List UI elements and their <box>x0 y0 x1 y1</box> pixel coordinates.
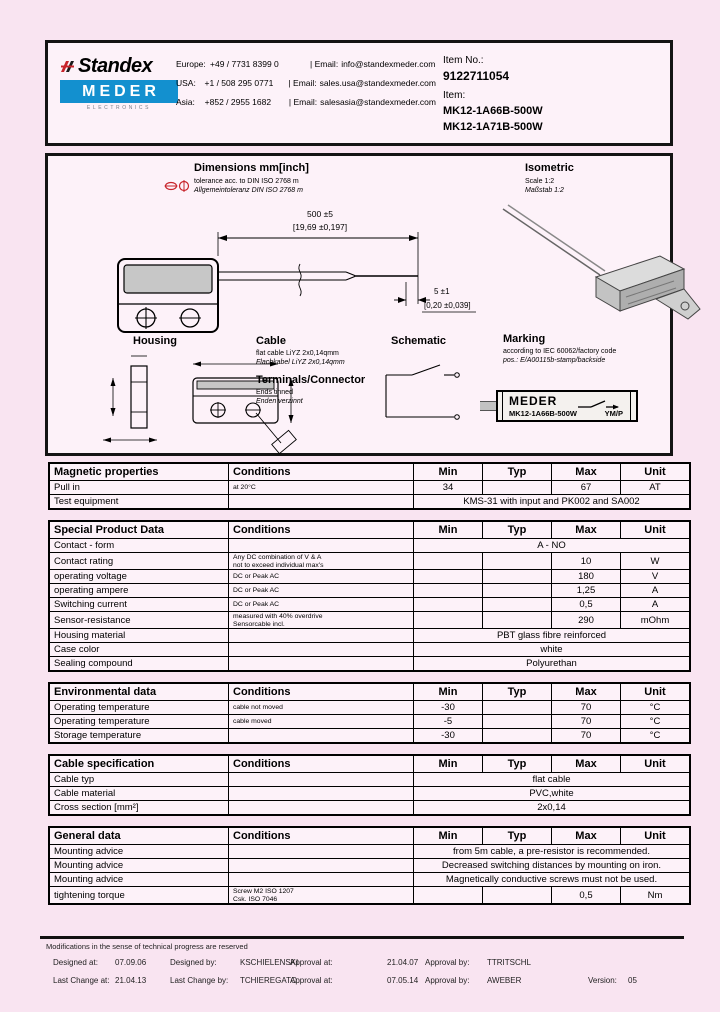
item-block <box>443 55 543 133</box>
footer-field <box>170 958 299 967</box>
row-min <box>414 584 483 598</box>
table-title: Cable specification <box>49 755 229 773</box>
spec-table <box>48 462 691 510</box>
spec-row <box>49 553 690 570</box>
row-property: Cable typ <box>49 773 229 787</box>
condition-line: DC or Peak AC <box>233 601 280 609</box>
footer-row-designed <box>53 958 684 969</box>
footer-field-value: 05 <box>628 976 637 985</box>
isometric-drawing <box>488 201 703 331</box>
contact-row <box>176 78 436 88</box>
column-header-max: Max <box>552 683 621 701</box>
footer-field-value: KSCHIELENSKI <box>240 958 299 967</box>
column-header-conditions: Conditions <box>229 463 414 481</box>
row-property: Mounting advice <box>49 845 229 859</box>
row-max: 70 <box>552 715 621 729</box>
row-value-span: Magnetically conductive screws must not be used. <box>414 873 691 887</box>
row-min: -30 <box>414 729 483 744</box>
column-header-typ: Typ <box>483 463 552 481</box>
row-conditions <box>229 715 414 729</box>
column-header-conditions: Conditions <box>229 521 414 539</box>
column-header-min: Min <box>414 521 483 539</box>
row-property: Cross section [mm²] <box>49 801 229 816</box>
table-title: Environmental data <box>49 683 229 701</box>
row-conditions <box>229 887 414 905</box>
footer-field-label: Version: <box>588 976 617 985</box>
row-property: Contact - form <box>49 539 229 553</box>
meder-wordmark: MEDER <box>60 80 178 103</box>
row-value-span: white <box>414 643 691 657</box>
spec-row <box>49 773 690 787</box>
spec-table <box>48 520 691 672</box>
row-property: Test equipment <box>49 495 229 510</box>
footer-field <box>425 976 588 985</box>
terminals-line-2: Enden verzinnt <box>256 398 303 405</box>
contact-email: salesasia@standexmeder.com <box>320 97 436 107</box>
footer-field-value: AWEBER <box>487 976 522 985</box>
column-header-unit: Unit <box>621 755 691 773</box>
footer-field-label: Designed by: <box>170 958 217 967</box>
spec-row <box>49 845 690 859</box>
table-title: General data <box>49 827 229 845</box>
standex-wordmark: Standex <box>78 55 153 77</box>
schematic-title: Schematic <box>391 335 447 347</box>
condition-line: at 20°C <box>233 484 256 492</box>
column-header-min: Min <box>414 827 483 845</box>
tolerance-note-1: tolerance acc. to DIN ISO 2768 m <box>194 178 299 185</box>
schematic-drawing <box>378 359 473 434</box>
row-property: Mounting advice <box>49 859 229 873</box>
footer-field-label: Approval by: <box>425 958 470 967</box>
marking-line-1: according to IEC 60062/factory code <box>503 348 617 355</box>
row-unit: V <box>621 570 691 584</box>
row-min <box>414 570 483 584</box>
row-conditions <box>229 553 414 570</box>
row-conditions <box>229 629 414 643</box>
contact-email-label: | Email: <box>288 97 318 107</box>
spec-row <box>49 873 690 887</box>
spec-row <box>49 887 690 905</box>
column-header-typ: Typ <box>483 755 552 773</box>
cable-spec-line-2: Flachkabel LiYZ 2x0,14qmm <box>256 359 345 366</box>
row-conditions <box>229 873 414 887</box>
marking-line-2: pos.: E/A00115b-stamp/backside <box>503 357 606 364</box>
dim-length-inch: [19,69 ±0,197] <box>292 222 348 232</box>
column-header-unit: Unit <box>621 521 691 539</box>
condition-line: Sensorcable incl. <box>233 620 285 628</box>
row-max: 70 <box>552 701 621 715</box>
row-property: Contact rating <box>49 553 229 570</box>
column-header-typ: Typ <box>483 827 552 845</box>
footer-field-value: 21.04.07 <box>387 958 419 967</box>
spec-table <box>48 754 691 816</box>
terminals-line-1: Ends tinned <box>256 389 293 396</box>
row-conditions <box>229 495 414 510</box>
row-typ <box>483 598 552 612</box>
marking-title: Marking <box>503 333 546 345</box>
footer-field <box>290 976 425 985</box>
label-endcap-left <box>502 392 503 420</box>
row-value-span: 2x0,14 <box>414 801 691 816</box>
column-header-conditions: Conditions <box>229 683 414 701</box>
dimensions-title: Dimensions mm[inch] <box>194 162 309 174</box>
row-property: operating ampere <box>49 584 229 598</box>
contact-phone: +49 / 7731 8399 0 <box>210 59 279 69</box>
row-typ <box>483 553 552 570</box>
electronics-label: ELECTRONICS <box>86 105 152 111</box>
column-header-unit: Unit <box>621 683 691 701</box>
item-name-1: MK12-1A66B-500W <box>443 105 543 117</box>
row-conditions <box>229 701 414 715</box>
row-unit: A <box>621 584 691 598</box>
spec-header-row <box>49 755 690 773</box>
row-max: 0,5 <box>552 887 621 905</box>
row-max: 290 <box>552 612 621 629</box>
row-unit: °C <box>621 701 691 715</box>
spec-row <box>49 701 690 715</box>
column-header-max: Max <box>552 463 621 481</box>
column-header-typ: Typ <box>483 521 552 539</box>
row-conditions <box>229 539 414 553</box>
column-header-max: Max <box>552 521 621 539</box>
row-property: Switching current <box>49 598 229 612</box>
row-conditions <box>229 570 414 584</box>
column-header-max: Max <box>552 755 621 773</box>
footer-field-value: 07.09.06 <box>115 958 147 967</box>
row-property: Sealing compound <box>49 657 229 672</box>
spec-row <box>49 729 690 744</box>
contact-email: info@standexmeder.com <box>341 59 436 69</box>
column-header-min: Min <box>414 755 483 773</box>
isometric-scale-de: Maßstab 1:2 <box>525 187 564 194</box>
spec-row <box>49 570 690 584</box>
footer-field-value: 21.04.13 <box>115 976 147 985</box>
row-conditions <box>229 787 414 801</box>
spec-row <box>49 715 690 729</box>
spec-row <box>49 787 690 801</box>
condition-line: cable moved <box>233 718 272 726</box>
column-header-min: Min <box>414 683 483 701</box>
dim-width-inch: [0,20 ±0,039] <box>424 301 471 310</box>
standex-meder-logo <box>60 55 178 111</box>
column-header-max: Max <box>552 827 621 845</box>
row-value-span: PBT glass fibre reinforced <box>414 629 691 643</box>
row-typ <box>483 715 552 729</box>
row-conditions <box>229 801 414 816</box>
footer-field <box>588 976 637 985</box>
row-conditions <box>229 481 414 495</box>
row-typ <box>483 887 552 905</box>
isometric-title: Isometric <box>525 162 574 174</box>
footer-field-value: TCHIEREGATO <box>240 976 298 985</box>
row-typ <box>483 612 552 629</box>
row-conditions <box>229 729 414 744</box>
standex-icon <box>60 59 76 75</box>
spec-table <box>48 682 691 744</box>
contact-phone: +852 / 2955 1682 <box>204 97 272 107</box>
contact-phone: +1 / 508 295 0771 <box>204 78 274 88</box>
column-header-conditions: Conditions <box>229 755 414 773</box>
item-no-value: 9122711054 <box>443 69 510 83</box>
contact-region: USA: <box>176 78 196 88</box>
row-conditions <box>229 859 414 873</box>
row-property: Mounting advice <box>49 873 229 887</box>
row-typ <box>483 584 552 598</box>
condition-line: DC or Peak AC <box>233 587 280 595</box>
spec-row <box>49 859 690 873</box>
row-max: 180 <box>552 570 621 584</box>
row-property: Cable material <box>49 787 229 801</box>
contact-region: Asia: <box>176 97 195 107</box>
row-typ <box>483 729 552 744</box>
footer <box>40 936 684 987</box>
table-title: Magnetic properties <box>49 463 229 481</box>
spec-row <box>49 584 690 598</box>
item-name-2: MK12-1A71B-500W <box>443 121 543 133</box>
condition-line: Csk. ISO 7046 <box>233 895 278 903</box>
row-unit: W <box>621 553 691 570</box>
footer-divider <box>40 936 684 939</box>
row-unit: AT <box>621 481 691 495</box>
row-unit: °C <box>621 715 691 729</box>
item-no-label: Item No.: <box>443 55 484 66</box>
row-max: 67 <box>552 481 621 495</box>
contact-region: Europe: <box>176 59 206 69</box>
spec-table <box>48 826 691 905</box>
spec-row <box>49 539 690 553</box>
footer-field-value: TTRITSCHL <box>487 958 531 967</box>
projection-symbol-icon <box>164 178 190 194</box>
column-header-unit: Unit <box>621 827 691 845</box>
standex-logo-row <box>60 55 178 78</box>
row-property: Sensor-resistance <box>49 612 229 629</box>
row-conditions <box>229 773 414 787</box>
row-value-span: KMS-31 with input and PK002 and SA002 <box>414 495 691 510</box>
spec-header-row <box>49 683 690 701</box>
contact-email: sales.usa@standexmeder.com <box>319 78 436 88</box>
footer-note: Modifications in the sense of technical progress are reserved <box>46 942 248 951</box>
row-min <box>414 598 483 612</box>
footer-field-label: Approval at: <box>290 976 333 985</box>
label-date-code: YM/P <box>604 409 623 418</box>
cable-title: Cable <box>256 335 286 347</box>
spec-row <box>49 598 690 612</box>
footer-field-label: Designed at: <box>53 958 98 967</box>
label-part-number: MK12-1A66B-500W <box>509 409 577 418</box>
footer-row-lastchange <box>53 976 684 987</box>
dim-width-mm: 5 ±1 <box>434 287 450 296</box>
footer-field <box>425 958 588 967</box>
column-header-min: Min <box>414 463 483 481</box>
row-min: 34 <box>414 481 483 495</box>
label-brand: MEDER <box>509 394 558 408</box>
spec-row <box>49 629 690 643</box>
item-label: Item: <box>443 90 466 101</box>
contact-email-label: | Email: <box>288 78 317 88</box>
footer-field <box>290 958 425 967</box>
tolerance-note-2: Allgemeintoleranz DIN ISO 2768 m <box>194 187 303 194</box>
row-conditions <box>229 845 414 859</box>
spec-row <box>49 481 690 495</box>
row-property: Case color <box>49 643 229 657</box>
row-conditions <box>229 657 414 672</box>
row-value-span: from 5m cable, a pre-resistor is recommended. <box>414 845 691 859</box>
footer-field-label: Approval by: <box>425 976 470 985</box>
column-header-unit: Unit <box>621 463 691 481</box>
row-unit: °C <box>621 729 691 744</box>
row-typ <box>483 701 552 715</box>
header <box>45 40 673 146</box>
row-max: 0,5 <box>552 598 621 612</box>
sensor-dimension-drawing <box>88 204 478 344</box>
row-property: Pull in <box>49 481 229 495</box>
footer-field <box>53 958 170 967</box>
contact-row <box>176 97 436 107</box>
spec-row <box>49 643 690 657</box>
column-header-conditions: Conditions <box>229 827 414 845</box>
row-max: 10 <box>552 553 621 570</box>
footer-field-label: Last Change at: <box>53 976 110 985</box>
label-endcap-right <box>630 392 631 420</box>
condition-line: Screw M2 ISO 1207 <box>233 888 294 895</box>
terminals-title: Terminals/Connector <box>256 374 366 386</box>
condition-line: Any DC combination of V & A <box>233 554 322 561</box>
row-value-span: flat cable <box>414 773 691 787</box>
cable-spec-line-1: flat cable LiYZ 2x0,14qmm <box>256 350 339 357</box>
row-value-span: A - NO <box>414 539 691 553</box>
row-max: 1,25 <box>552 584 621 598</box>
row-conditions <box>229 598 414 612</box>
column-header-typ: Typ <box>483 683 552 701</box>
row-property: Operating temperature <box>49 701 229 715</box>
row-conditions <box>229 643 414 657</box>
row-property: operating voltage <box>49 570 229 584</box>
row-min <box>414 887 483 905</box>
row-typ <box>483 481 552 495</box>
row-typ <box>483 570 552 584</box>
drawing-panel <box>45 153 673 456</box>
row-unit: mOhm <box>621 612 691 629</box>
row-unit: A <box>621 598 691 612</box>
contact-row <box>176 59 436 69</box>
row-min: -5 <box>414 715 483 729</box>
condition-line: cable not moved <box>233 704 283 712</box>
row-max: 70 <box>552 729 621 744</box>
spec-header-row <box>49 827 690 845</box>
footer-field-label: Last Change by: <box>170 976 229 985</box>
row-property: tightening torque <box>49 887 229 905</box>
condition-line: measured with 40% overdrive <box>233 613 323 620</box>
row-value-span: Polyurethan <box>414 657 691 672</box>
condition-line: not to exceed individual max's <box>233 561 324 569</box>
row-min: -30 <box>414 701 483 715</box>
footer-field-value: 07.05.14 <box>387 976 419 985</box>
spec-row <box>49 801 690 816</box>
row-property: Housing material <box>49 629 229 643</box>
dim-length-mm: 500 ±5 <box>307 209 333 219</box>
spec-row <box>49 495 690 510</box>
row-min <box>414 612 483 629</box>
isometric-scale: Scale 1:2 <box>525 178 555 185</box>
contact-list <box>176 59 436 116</box>
housing-title: Housing <box>133 335 177 347</box>
spec-tables <box>48 462 670 915</box>
row-unit: Nm <box>621 887 691 905</box>
spec-row <box>49 612 690 629</box>
row-value-span: PVC,white <box>414 787 691 801</box>
condition-line: DC or Peak AC <box>233 573 280 581</box>
row-min <box>414 553 483 570</box>
row-conditions <box>229 612 414 629</box>
footer-field <box>170 976 298 985</box>
spec-header-row <box>49 463 690 481</box>
footer-field <box>53 976 170 985</box>
row-conditions <box>229 584 414 598</box>
row-property: Storage temperature <box>49 729 229 744</box>
label-cable-stub <box>480 401 496 411</box>
row-value-span: Decreased switching distances by mounting on iron. <box>414 859 691 873</box>
contact-email-label: | Email: <box>310 59 339 69</box>
spec-header-row <box>49 521 690 539</box>
footer-field-label: Approval at: <box>290 958 333 967</box>
product-marking-label <box>496 390 638 422</box>
table-title: Special Product Data <box>49 521 229 539</box>
row-property: Operating temperature <box>49 715 229 729</box>
spec-row <box>49 657 690 672</box>
